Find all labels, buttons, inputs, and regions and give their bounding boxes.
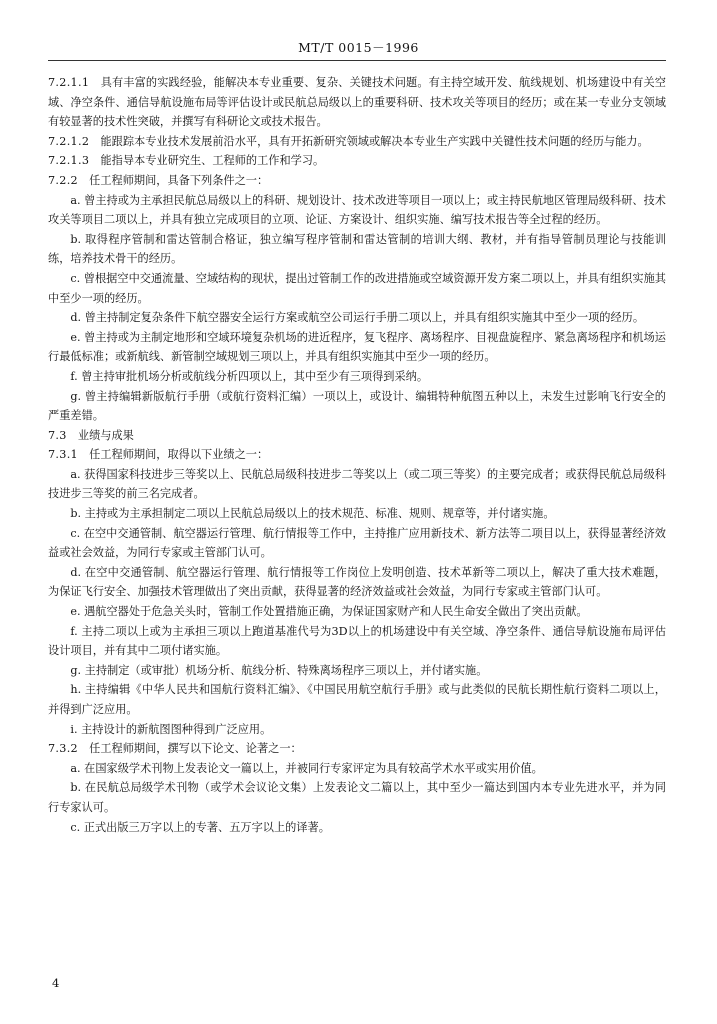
item-text: b. 主持或为主承担制定二项以上民航总局级以上的技术规范、标准、规则、规章等，并付诸实施。	[70, 507, 555, 521]
item-text: f. 主持二项以上或为主承担三项以上跑道基准代号为3D以上的机场建设中有关空域、净空条件、通信导航设施布局评估设计项目，并有其中二项付诸实施。	[48, 624, 666, 658]
clause-number: 7.3.2	[48, 742, 78, 756]
list-item-b	[48, 504, 666, 524]
list-item-c	[48, 269, 666, 308]
item-text: d. 在空中交通管制、航空器运行管理、航行情报等工作岗位上发明创造、技术革新等二项以上，解决了重大技术难题，为保证飞行安全、加强技术管理做出了突出贡献，获得显著的经济效益或社会效益，为同行专家或主管部门认可。	[48, 565, 666, 599]
list-item-c	[48, 818, 666, 838]
clause-number: 7.2.1.1	[48, 76, 90, 89]
item-text: g. 曾主持编辑新版航行手册（或航行资料汇编）一项以上，或设计、编辑特种航图五种以上，未发生过影响飞行安全的严重差错。	[48, 389, 666, 423]
clause-text: 任工程师期间，取得以下业绩之一：	[89, 448, 269, 462]
list-item-d	[48, 308, 666, 328]
header-rule	[48, 60, 666, 61]
clause-text: 任工程师期间，撰写以下论文、论著之一：	[89, 742, 302, 756]
clause-text: 能指导本专业研究生、工程师的工作和学习。	[100, 154, 325, 168]
item-text: i. 主持设计的新航图图种得到广泛应用。	[70, 722, 272, 736]
list-item-h	[48, 680, 666, 719]
clause-text: 能跟踪本专业技术发展前沿水平，具有开拓新研究领域或解决本专业生产实践中关键性技术问题的经历与能力。	[100, 134, 649, 148]
list-item-a	[48, 191, 666, 230]
clause-7-2-1-3	[48, 151, 666, 171]
list-item-c	[48, 524, 666, 563]
document-body	[48, 73, 666, 837]
item-text: c. 在空中交通管制、航空器运行管理、航行情报等工作中，主持推广应用新技术、新方法等二项目以上，获得显著经济效益或社会效益，为同行专家或主管部门认可。	[48, 526, 666, 560]
clause-7-3-2	[48, 739, 666, 759]
clause-7-3-1	[48, 445, 666, 465]
list-item-b	[48, 778, 666, 817]
item-text: b. 在民航总局级学术刊物（或学术会议论文集）上发表论文二篇以上，其中至少一篇达到国内本专业先进水平，并为同行专家认可。	[48, 781, 666, 814]
list-item-a	[48, 759, 666, 779]
item-text: c. 曾根据空中交通流量、空域结构的现状，提出过管制工作的改进措施或空域资源开发方案二项以上，并具有组织实施其中至少一项的经历。	[48, 271, 666, 305]
clause-number: 7.2.2	[48, 173, 78, 187]
item-text: d. 曾主持制定复杂条件下航空器安全运行方案或航空公司运行手册二项以上，并具有组织实施其中至少一项的经历。	[70, 311, 645, 325]
page-header-standard-code: MT/T 0015－1996	[298, 40, 419, 55]
item-text: g. 主持制定（或审批）机场分析、航线分析、特殊离场程序三项以上，并付诸实施。	[70, 663, 488, 677]
list-item-d	[48, 563, 666, 602]
item-text: b. 取得程序管制和雷达管制合格证，独立编写程序管制和雷达管制的培训大纲、教材，并有指导管制员理论与技能训练，培养技术骨干的经历。	[48, 232, 666, 266]
section-heading-7-3	[48, 426, 666, 446]
clause-7-2-1-1	[48, 73, 666, 132]
list-item-e	[48, 328, 666, 367]
page-number: 4	[52, 976, 60, 990]
item-text: c. 正式出版三万字以上的专著、五万字以上的译著。	[70, 820, 330, 834]
list-item-a	[48, 465, 666, 504]
item-text: h. 主持编辑《中华人民共和国航行资料汇编》、《中国民用航空航行手册》或与此类似的民航长期性航行资料二项以上，并得到广泛应用。	[48, 683, 666, 716]
clause-7-2-2	[48, 171, 666, 191]
clause-number: 7.2.1.3	[48, 154, 90, 168]
list-item-g	[48, 387, 666, 426]
item-text: a. 在国家级学术刊物上发表论文一篇以上，并被同行专家评定为具有较高学术水平或实用价值。	[70, 761, 543, 775]
list-item-b	[48, 230, 666, 269]
clause-number: 7.3.1	[48, 448, 78, 462]
clause-text: 任工程师期间，具备下列条件之一：	[89, 173, 269, 187]
list-item-e	[48, 602, 666, 622]
clause-number: 7.3	[48, 428, 67, 442]
list-item-g	[48, 661, 666, 681]
clause-text: 业绩与成果	[77, 428, 134, 442]
item-text: e. 遇航空器处于危急关头时，管制工作处置措施正确，为保证国家财产和人民生命安全做出了突出贡献。	[70, 605, 588, 619]
list-item-f	[48, 367, 666, 387]
clause-number: 7.2.1.2	[48, 134, 90, 148]
list-item-i	[48, 720, 666, 740]
clause-7-2-1-2	[48, 132, 666, 152]
item-text: a. 获得国家科技进步三等奖以上、民航总局级科技进步二等奖以上（或二项三等奖）的主要完成者；或获得民航总局级科技进步三等奖的前三名完成者。	[48, 467, 666, 501]
item-text: f. 曾主持审批机场分析或航线分析四项以上，其中至少有三项得到采纳。	[70, 369, 429, 383]
item-text: e. 曾主持或为主制定地形和空域环境复杂机场的进近程序，复飞程序、离场程序、目视盘旋程序、紧急离场程序和机场运行最低标准；或新航线、新管制空域规划三项以上，并具有组织实施其中至少一项的经历。	[48, 330, 666, 364]
item-text: a. 曾主持或为主承担民航总局级以上的科研、规划设计、技术改进等项目一项以上；或主持民航地区管理局级科研、技术攻关等项目二项以上，并具有独立完成项目的立项、论证、方案设计、组织实施、编写技术报告等全过程的经历。	[48, 193, 666, 227]
clause-text: 具有丰富的实践经验，能解决本专业重要、复杂、关键技术问题。有主持空域开发、航线规划、机场建设中有关空域、净空条件、通信导航设施布局等评估设计或民航总局级以上的重要科研、技术攻关等项目的经历；或在某一专业分支领域有较显著的技术性突破，并撰写有科研论文或技术报告。	[48, 76, 666, 129]
list-item-f	[48, 622, 666, 661]
